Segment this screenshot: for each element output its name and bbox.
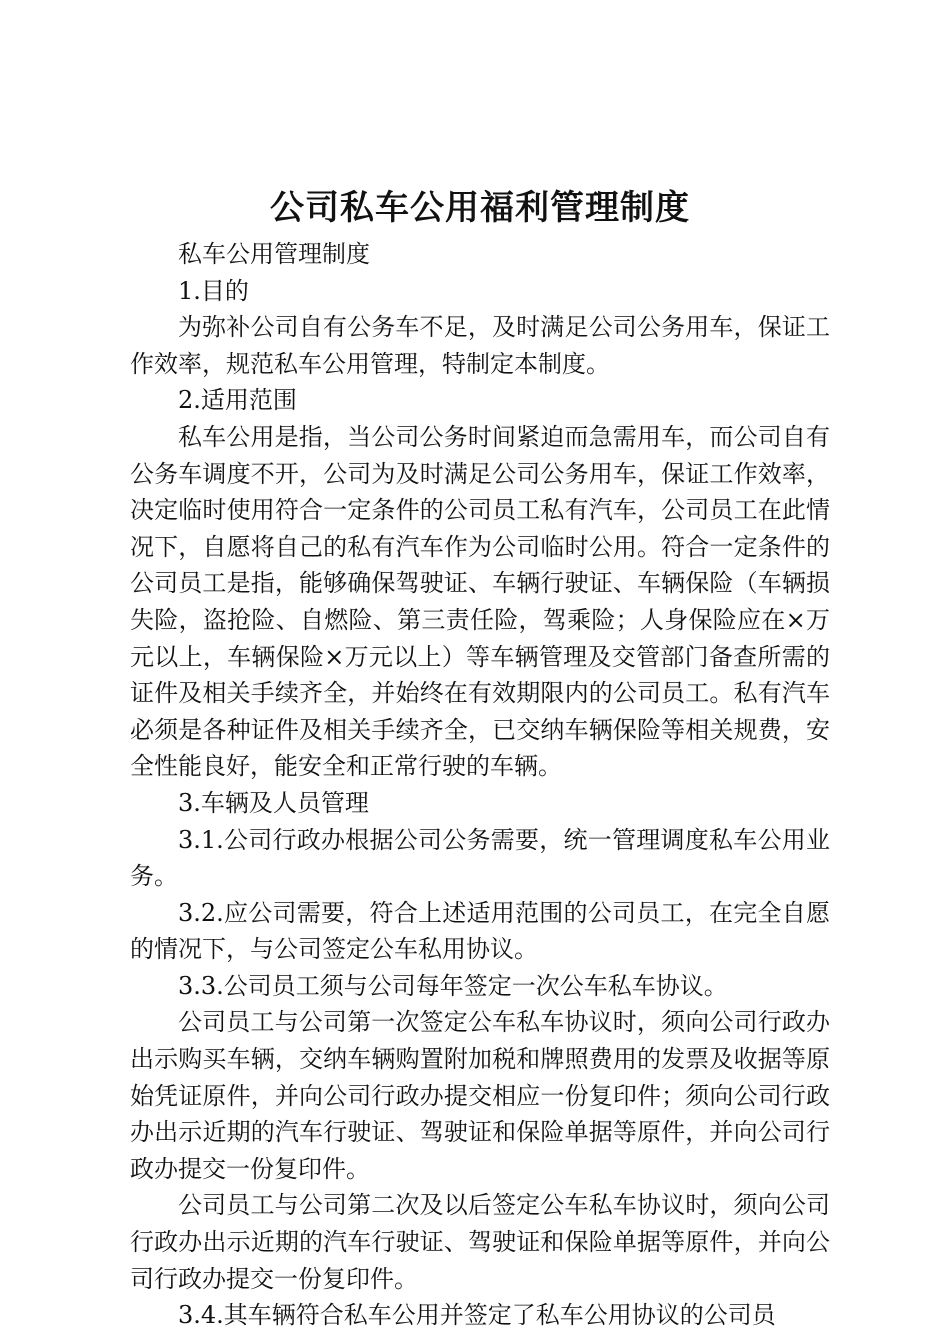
document-page (130, 0, 830, 1344)
section-heading-purpose: 1.目的 (178, 276, 249, 305)
section-heading-management: 3.车辆及人员管理 (178, 788, 369, 817)
section-heading-scope: 2.适用范围 (178, 386, 297, 415)
paragraph-later-agreement: 公司员工与公司第二次及以后签定公车私车协议时，须向公司行政办出示近期的汽车行驶证、驾驶证和保险单据等原件，并向公司行政办提交一份复印件。 (130, 1191, 830, 1293)
paragraph-3-4: 3.4.其车辆符合私车公用并签定了私车公用协议的公司员 (178, 1301, 776, 1330)
document-title: 公司私车公用福利管理制度 (270, 188, 690, 228)
paragraph-purpose: 为弥补公司自有公务车不足，及时满足公司公务用车，保证工作效率，规范私车公用管理，特制定本制度。 (130, 313, 830, 378)
paragraph-3-1: 3.1.公司行政办根据公司公务需要，统一管理调度私车公用业务。 (130, 825, 830, 891)
paragraph-3-2: 3.2.应公司需要，符合上述适用范围的公司员工，在完全自愿的情况下，与公司签定公车私用协议。 (130, 898, 830, 964)
document-body (130, 236, 830, 1334)
paragraph-first-agreement: 公司员工与公司第一次签定公车私车协议时，须向公司行政办出示购买车辆，交纳车辆购置附加税和牌照费用的发票及收据等原始凭证原件，并向公司行政办提交相应一份复印件；须向公司行政办出示近期的汽车行驶证、驾驶证和保险单据等原件，并向公司行政办提交一份复印件。 (130, 1008, 830, 1183)
paragraph-scope: 私车公用是指，当公司公务时间紧迫而急需用车，而公司自有公务车调度不开，公司为及时满足公司公务用车，保证工作效率，决定临时使用符合一定条件的公司员工私有汽车，公司员工在此情况下，自愿将自己的私有汽车作为公司临时公用。符合一定条件的公司员工是指，能够确保驾驶证、车辆行驶证、车辆保险（车辆损失险，盗抢险、自燃险、第三责任险，驾乘险；人身保险应在×万元以上，车辆保险×万元以上）等车辆管理及交管部门备查所需的证件及相关手续齐全，并始终在有效期限内的公司员工。私有汽车必须是各种证件及相关手续齐全，已交纳车辆保险等相关规费，安全性能良好，能安全和正常行驶的车辆。 (130, 422, 830, 781)
paragraph-subtitle: 私车公用管理制度 (178, 240, 370, 268)
paragraph-3-3: 3.3.公司员工须与公司每年签定一次公车私车协议。 (178, 971, 728, 1000)
